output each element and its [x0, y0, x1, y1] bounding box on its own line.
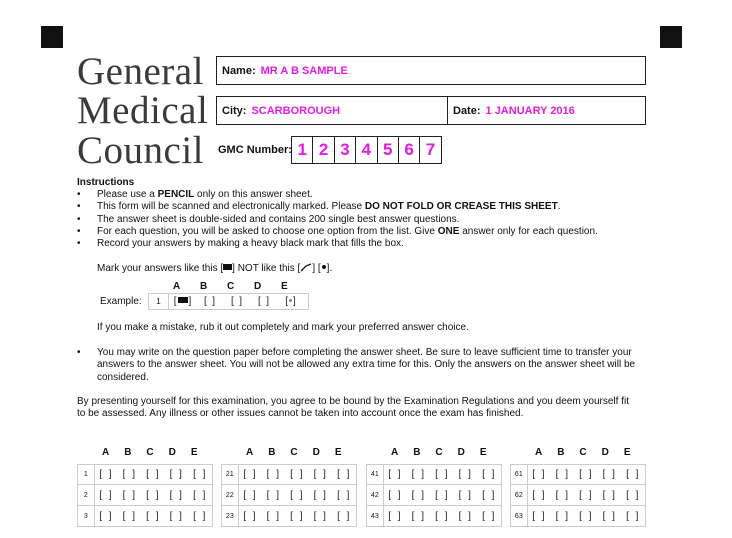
gmc-digit-box[interactable]: 3	[334, 136, 356, 164]
answer-bubble[interactable]: [ ]	[388, 469, 403, 480]
answer-bubble[interactable]: [ ]	[266, 489, 282, 501]
answer-row	[510, 506, 646, 527]
option-letter: B	[268, 447, 276, 458]
answer-block-header	[366, 447, 502, 460]
answer-bubble[interactable]: [ ]	[243, 489, 258, 501]
option-letter: D	[457, 447, 465, 458]
date-label: Date:	[453, 104, 481, 117]
option-letter: A	[535, 447, 543, 458]
instruction-item: • Please use a PENCIL only on this answer sheet.	[77, 189, 647, 201]
question-number: 41	[367, 465, 384, 484]
instruction-item: • The answer sheet is double-sided and contains 200 single best answer questions.	[77, 214, 647, 226]
city-value: SCARBOROUGH	[251, 104, 341, 117]
answer-bubble[interactable]: [ ]	[122, 510, 138, 522]
answer-bubble[interactable]: [ ]	[435, 469, 450, 480]
gmc-digit-box[interactable]: 7	[419, 136, 441, 164]
gmc-digit-box[interactable]: 2	[312, 136, 334, 164]
question-number: 42	[367, 485, 384, 505]
answer-bubble[interactable]: [ ]	[313, 489, 328, 501]
option-letter: E	[623, 447, 631, 458]
answer-row	[366, 485, 502, 506]
answer-block	[77, 447, 213, 527]
answer-row	[510, 464, 646, 485]
option-letter: B	[557, 447, 565, 458]
registration-mark-left	[41, 26, 63, 48]
answer-row	[77, 485, 213, 506]
question-number: 22	[222, 485, 239, 505]
answer-bubble[interactable]: [ ]	[626, 469, 641, 480]
option-letter: C	[435, 447, 443, 458]
example-label: Example:	[100, 296, 142, 307]
option-letter: B	[413, 447, 421, 458]
example-bubble-dot: [ ]	[285, 296, 296, 307]
question-number: 1	[78, 465, 95, 484]
answer-row	[221, 485, 357, 506]
question-number: 63	[511, 506, 528, 526]
answer-bubble[interactable]: [ ]	[266, 469, 282, 480]
option-letter: E	[334, 447, 342, 458]
date-value: 1 JANUARY 2016	[485, 104, 575, 117]
answer-bubble[interactable]: [ ]	[532, 469, 547, 480]
option-letter: C	[227, 281, 235, 292]
answer-bubble[interactable]: [ ]	[411, 469, 427, 480]
option-letter: B	[124, 447, 132, 458]
answer-block-header	[77, 447, 213, 460]
answer-block	[221, 447, 357, 527]
option-letter: D	[168, 447, 176, 458]
answer-row	[77, 464, 213, 485]
logo-line-council: Council	[77, 129, 204, 172]
answer-bubble[interactable]: [ ]	[169, 489, 184, 501]
answer-bubble[interactable]: [ ]	[602, 469, 617, 480]
answer-row	[366, 506, 502, 527]
answer-bubble[interactable]: [ ]	[146, 489, 161, 501]
example-bubble-filled: [ ]	[173, 296, 192, 307]
option-letter: A	[391, 447, 399, 458]
option-letter: D	[254, 281, 262, 292]
date-field[interactable]	[447, 96, 646, 125]
answer-bubble[interactable]: [ ]	[146, 510, 161, 522]
answer-block	[366, 447, 502, 527]
answer-bubble[interactable]: [ ]	[388, 510, 403, 522]
question-number: 61	[511, 465, 528, 484]
answer-bubble[interactable]: [ ]	[388, 489, 403, 501]
answer-bubble[interactable]: [ ]	[266, 510, 282, 522]
instruction-item: • Record your answers by making a heavy black mark that fills the box.	[77, 238, 647, 250]
answer-bubble[interactable]: [ ]	[337, 469, 352, 480]
answer-row	[366, 464, 502, 485]
option-letter: B	[200, 281, 208, 292]
question-number: 2	[78, 485, 95, 505]
option-letter: E	[190, 447, 198, 458]
answer-bubble[interactable]: [ ]	[532, 489, 547, 501]
answer-bubble[interactable]: [ ]	[435, 489, 450, 501]
instruction-list-2	[77, 347, 647, 384]
gmc-number-digits	[291, 136, 442, 164]
city-label: City:	[222, 104, 247, 117]
option-letter: E	[281, 281, 288, 292]
answer-bubble[interactable]: [ ]	[458, 510, 473, 522]
option-letter: C	[290, 447, 298, 458]
answer-bubble[interactable]: [ ]	[482, 510, 497, 522]
answer-bubble[interactable]: [ ]	[169, 469, 184, 480]
option-letter: C	[146, 447, 154, 458]
question-number: 43	[367, 506, 384, 526]
example-bubble: [ ]	[257, 296, 270, 307]
answer-bubble[interactable]: [ ]	[243, 510, 258, 522]
filled-mark-icon	[223, 264, 232, 270]
answer-block-header	[221, 447, 357, 460]
answer-bubble[interactable]: [ ]	[435, 510, 450, 522]
answer-bubble[interactable]: [ ]	[169, 510, 184, 522]
answer-bubble[interactable]: [ ]	[482, 469, 497, 480]
gmc-digit-box[interactable]: 4	[355, 136, 377, 164]
answer-bubble[interactable]: [ ]	[626, 510, 641, 522]
answer-bubble[interactable]: [ ]	[579, 489, 594, 501]
answer-bubble[interactable]: [ ]	[411, 489, 427, 501]
gmc-digit-box[interactable]: 6	[398, 136, 420, 164]
answer-bubble[interactable]: [ ]	[99, 489, 114, 501]
instruction-item: • For each question, you will be asked to choose one option from the list. Give ONE answer only for each question.	[77, 226, 647, 238]
question-number: 3	[78, 506, 95, 526]
example-option-letters	[173, 281, 308, 292]
option-letter: D	[601, 447, 609, 458]
name-value: MR A B SAMPLE	[260, 64, 348, 77]
answer-bubble[interactable]: [ ]	[555, 510, 571, 522]
answer-bubble[interactable]: [ ]	[290, 469, 305, 480]
answer-bubble[interactable]: [ ]	[99, 469, 114, 480]
answer-bubble[interactable]: [ ]	[290, 489, 305, 501]
answer-bubble[interactable]: [ ]	[579, 510, 594, 522]
answer-bubble[interactable]: [ ]	[579, 469, 594, 480]
instruction-list	[77, 189, 647, 250]
slash-mark-icon	[300, 263, 312, 272]
instructions-heading: Instructions	[77, 177, 135, 188]
answer-bubble[interactable]: [ ]	[193, 469, 208, 480]
answer-block	[510, 447, 646, 527]
answer-row	[510, 485, 646, 506]
option-letter: A	[173, 281, 181, 292]
answer-bubble[interactable]: [ ]	[337, 489, 352, 501]
registration-mark-right	[660, 26, 682, 48]
answer-bubble[interactable]: [ ]	[122, 489, 138, 501]
question-number: 23	[222, 506, 239, 526]
answer-bubble[interactable]: [ ]	[193, 489, 208, 501]
name-field[interactable]	[216, 56, 646, 85]
answer-bubble[interactable]: [ ]	[146, 469, 161, 480]
question-number: 62	[511, 485, 528, 505]
option-letter: A	[246, 447, 254, 458]
answer-bubble[interactable]: [ ]	[122, 469, 138, 480]
answer-bubble[interactable]: [ ]	[193, 510, 208, 522]
mistake-instruction: If you make a mistake, rub it out completely and mark your preferred answer choice.	[97, 322, 469, 333]
logo-line-medical: Medical	[77, 89, 209, 132]
option-letter: E	[479, 447, 487, 458]
answer-bubble[interactable]: [ ]	[313, 510, 328, 522]
answer-bubble[interactable]: [ ]	[555, 469, 571, 480]
answer-bubble[interactable]: [ ]	[458, 489, 473, 501]
answer-row	[77, 506, 213, 527]
answer-bubble[interactable]: [ ]	[411, 510, 427, 522]
option-letter: C	[579, 447, 587, 458]
logo-line-general: General	[77, 50, 204, 93]
answer-row	[221, 506, 357, 527]
answer-bubble[interactable]: [ ]	[458, 469, 473, 480]
answer-bubble[interactable]: [ ]	[243, 469, 258, 480]
answer-bubble[interactable]: [ ]	[532, 510, 547, 522]
gmc-number-label: GMC Number:	[218, 144, 292, 156]
answer-bubble[interactable]: [ ]	[482, 489, 497, 501]
option-letter: D	[312, 447, 320, 458]
dot-mark-icon	[322, 265, 326, 269]
answer-bubble[interactable]: [ ]	[313, 469, 328, 480]
option-letter: A	[102, 447, 110, 458]
example-bubble: [ ]	[230, 296, 243, 307]
city-field[interactable]	[216, 96, 448, 125]
instruction-item: • This form will be scanned and electronically marked. Please DO NOT FOLD OR CREASE THIS SHEET.	[77, 201, 647, 213]
answer-bubble[interactable]: [ ]	[555, 489, 571, 501]
example-answer-row	[148, 293, 309, 310]
gmc-digit-box[interactable]: 5	[377, 136, 399, 164]
answer-bubble[interactable]: [ ]	[99, 510, 114, 522]
mark-example-text: Mark your answers like this [ ] NOT like this [ ] [ ].	[97, 263, 333, 274]
example-bubble: [ ]	[203, 296, 216, 307]
answer-block-header	[510, 447, 646, 460]
answer-row	[221, 464, 357, 485]
example-question-number: 1	[149, 294, 169, 309]
question-number: 21	[222, 465, 239, 484]
instruction-item: • You may write on the question paper before completing the answer sheet. Be sure to leave sufficient time to transfer your answers to the answer sheet. You will not be allowed any extra time for this. Only the answers on the answer sheet will be considered.	[77, 347, 647, 384]
regulations-text: By presenting yourself for this examination, you agree to be bound by the Examination Regulations and you deem yourself fit to be assessed. Any illness or other issues cannot be taken into account once the exam has finished.	[77, 396, 629, 420]
gmc-digit-box[interactable]: 1	[291, 136, 313, 164]
answer-bubble[interactable]: [ ]	[337, 510, 352, 522]
answer-bubble[interactable]: [ ]	[602, 489, 617, 501]
answer-bubble[interactable]: [ ]	[602, 510, 617, 522]
name-label: Name:	[222, 64, 256, 77]
answer-bubble[interactable]: [ ]	[290, 510, 305, 522]
answer-bubble[interactable]: [ ]	[626, 489, 641, 501]
